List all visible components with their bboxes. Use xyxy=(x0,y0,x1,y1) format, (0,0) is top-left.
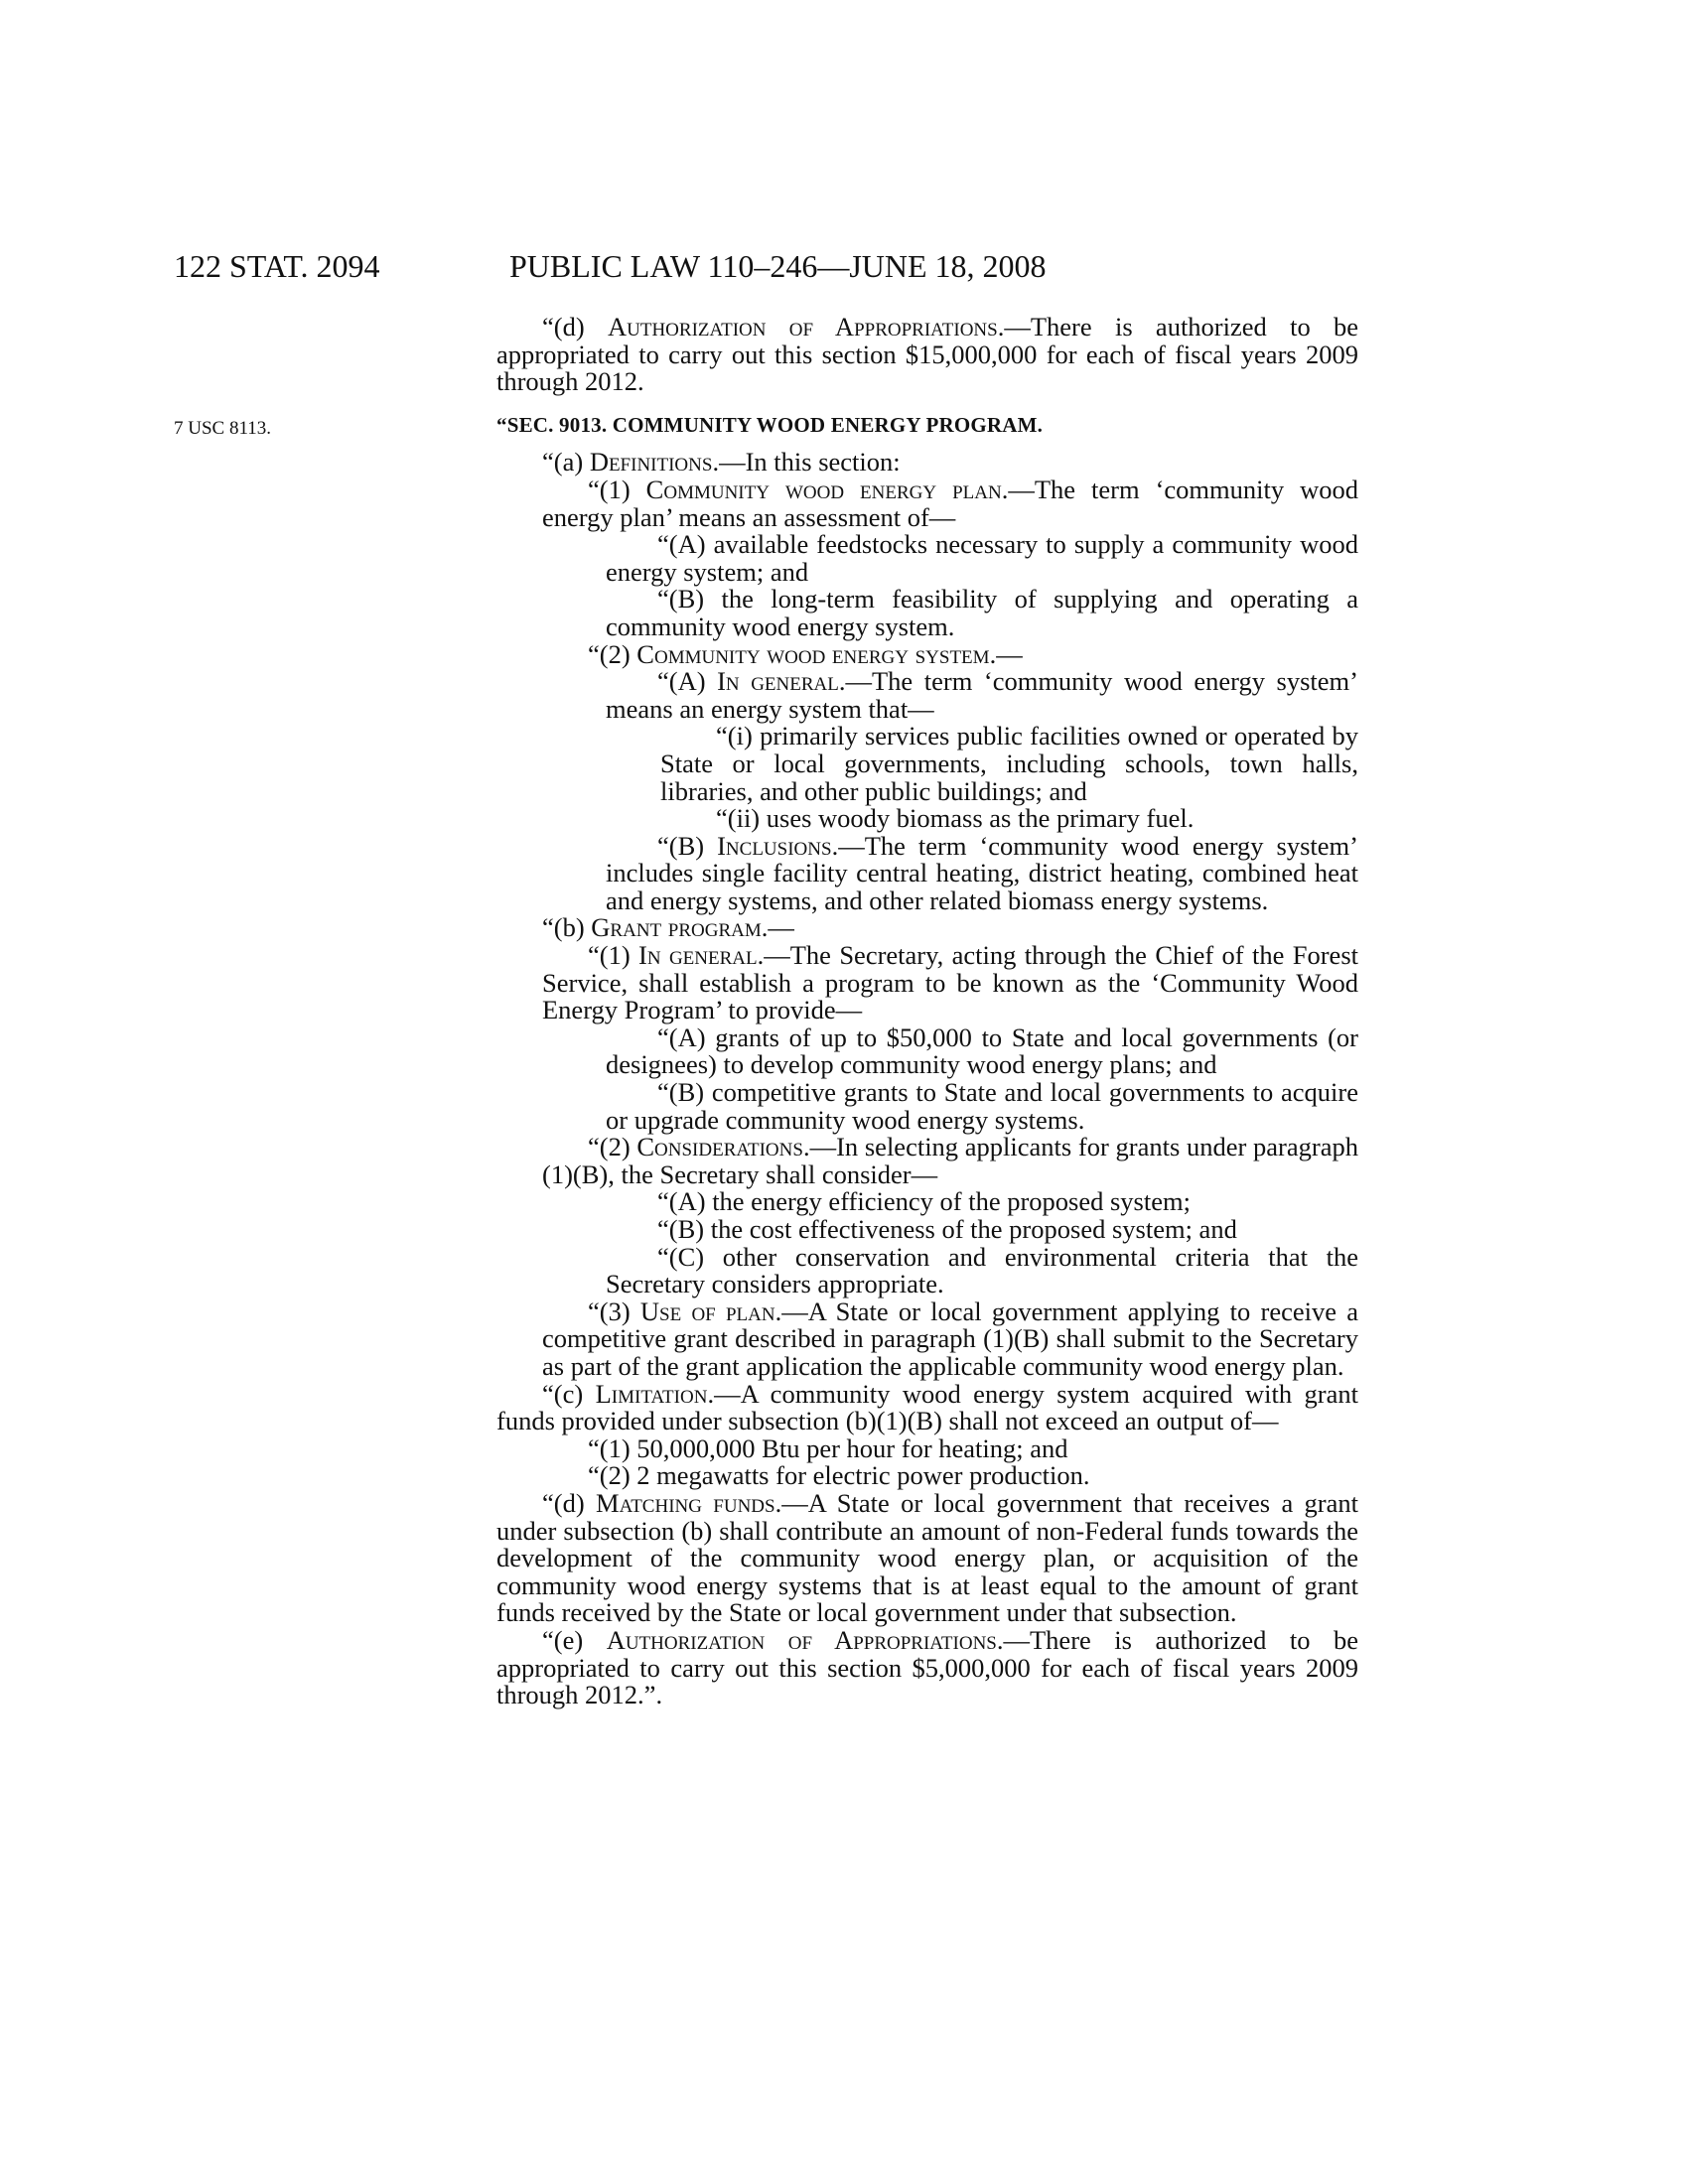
clause-b1-B: “(B) competitive grants to State and local governments to acquire or upgrade community wood energy systems. xyxy=(606,1077,1358,1135)
stat-page-number: 122 STAT. 2094 xyxy=(174,248,380,284)
subsection-d-appropriations-prior: “(d) Authorization of Appropriations.—There is authorized to be appropriated to carry out this section $15,000,000 for each of fiscal years 2009 through 2012. xyxy=(496,312,1359,397)
paragraph-a2-system: “(2) Community wood energy system.— xyxy=(588,638,1023,669)
paragraph-a1-plan: “(1) Community wood energy plan.—The term ‘community wood energy plan’ means an assessment of— xyxy=(542,474,1359,532)
clause-b2-C: “(C) other conservation and environmental criteria that the Secretary considers appropriate. xyxy=(606,1241,1358,1299)
usc-margin-citation: 7 USC 8113. xyxy=(174,418,272,439)
clause-b2-B: “(B) the cost effectiveness of the proposed system; and xyxy=(657,1214,1237,1244)
paragraph-c2: “(2) 2 megawatts for electric power production. xyxy=(588,1460,1090,1491)
paragraph-b3-use-of-plan: “(3) Use of plan.—A State or local government applying to receive a competitive grant described in paragraph (1)(B) shall submit to the Secretary as part of the grant application the applicable community wood energy plan. xyxy=(542,1296,1358,1381)
public-law-title: PUBLIC LAW 110–246—JUNE 18, 2008 xyxy=(509,248,1047,284)
paragraph-b1-in-general: “(1) In general.—The Secretary, acting through the Chief of the Forest Service, shall establish a program to be known as the ‘Community Wood Energy Program’ to provide— xyxy=(542,940,1358,1025)
clause-b2-A: “(A) the energy efficiency of the proposed system; xyxy=(657,1186,1191,1217)
subsection-e-appropriations: “(e) Authorization of Appropriations.—There is authorized to be appropriated to carry out this section $5,000,000 for each of fiscal years 2009 through 2012.”. xyxy=(496,1624,1359,1710)
subsection-d-matching-funds: “(d) Matching funds.—A State or local government that receives a grant under subsection (b) shall contribute an amount of non-Federal funds towards the development of the community wood energy plan, or acquisition of the community wood energy systems that is at least equal to the amount of grant funds received by the State or local government under that subsection. xyxy=(496,1487,1359,1628)
clause-b1-A: “(A) grants of up to $50,000 to State and local governments (or designees) to develop community wood energy plans; and xyxy=(606,1022,1358,1080)
statute-body xyxy=(496,314,1358,1709)
clause-a2-A-ii: “(ii) uses woody biomass as the primary fuel. xyxy=(716,803,1195,834)
clause-a1-B: “(B) the long-term feasibility of supplying and operating a community wood energy system. xyxy=(606,584,1358,641)
running-header xyxy=(174,246,1355,286)
paragraph-c1: “(1) 50,000,000 Btu per hour for heating; and xyxy=(588,1433,1068,1463)
clause-a2-A-in-general: “(A) In general.—The term ‘community wood energy system’ means an energy system that— xyxy=(606,666,1358,724)
clause-a1-A: “(A) available feedstocks necessary to supply a community wood energy system; and xyxy=(606,529,1358,587)
subsection-c-limitation: “(c) Limitation.—A community wood energy system acquired with grant funds provided under subsection (b)(1)(B) shall not exceed an output of— xyxy=(496,1378,1358,1436)
paragraph-b2-considerations: “(2) Considerations.—In selecting applicants for grants under paragraph (1)(B), the Secretary shall consider— xyxy=(542,1132,1358,1189)
subsection-b-grant-program: “(b) Grant program.— xyxy=(542,912,794,943)
clause-a2-B-inclusions: “(B) Inclusions.—The term ‘community wood energy system’ includes single facility central heating, district heating, combined heat and energy systems, and other related biomass energy systems. xyxy=(606,830,1358,915)
section-heading: “SEC. 9013. COMMUNITY WOOD ENERGY PROGRAM. xyxy=(496,412,1044,437)
clause-a2-A-i: “(i) primarily services public facilities owned or operated by State or local governments, including schools, town halls, libraries, and other public buildings; and xyxy=(660,721,1358,806)
subsection-a-definitions: “(a) Definitions.—In this section: xyxy=(542,447,901,478)
